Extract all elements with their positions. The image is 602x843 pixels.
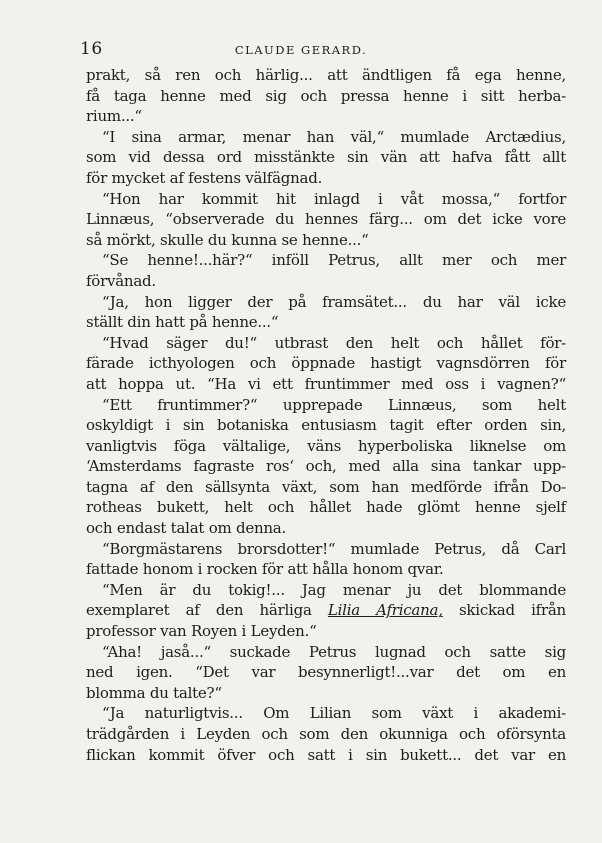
text-line: vanligtvis föga vältalige, väns hyperboliska liknelse om — [86, 436, 566, 455]
text-line: “Borgmästarens brorsdotter!“ mumlade Petrus, då Carl — [102, 539, 566, 558]
text-line: så mörkt, skulle du kunna se henne...“ — [86, 230, 369, 249]
text-line: rotheas bukett, helt och hållet hade glömt henne sjelf — [86, 498, 566, 517]
text-line: tagna af den sällsynta växt, som han medförde ifrån Do- — [86, 477, 566, 496]
text-line: förvånad. — [86, 271, 156, 290]
text-line: fattade honom i rocken för att hålla honom qvar. — [86, 560, 444, 579]
body-text — [86, 65, 566, 765]
text-line: få taga henne med sig och pressa henne i sitt herba- — [86, 86, 566, 105]
running-title: CLAUDE GERARD. — [234, 43, 368, 57]
text-line: ställt din hatt på henne...“ — [86, 313, 279, 332]
text-line: prakt, så ren och härlig... att ändtligen få ega henne, — [86, 66, 566, 84]
text-line-with-emphasis — [86, 600, 566, 621]
text-line: “Hon har kommit hit inlagd i våt mossa,“ fortfor — [102, 189, 566, 208]
page-number: 16 — [80, 39, 103, 59]
text-line: som vid dessa ord misstänkte sin vän att hafva fått allt — [86, 148, 566, 167]
text-line: “Ja, hon ligger der på framsätet... du har väl icke — [102, 292, 566, 311]
text-line: “I sina armar, menar han väl,“ mumlade Arctædius, — [102, 127, 566, 146]
text-line: professor van Royen i Leyden.“ — [86, 622, 317, 641]
text-line: “Hvad säger du!“ utbrast den helt och hållet för- — [102, 333, 566, 352]
text-line: blomma du talte?“ — [86, 683, 222, 702]
text-line: färade icthyologen och öppnade hastigt vagnsdörren för — [86, 354, 566, 373]
text-segment: exemplaret af den härliga — [86, 601, 312, 620]
text-line: för mycket af festens välfägnad. — [86, 168, 323, 187]
text-line: Linnæus, “observerade du hennes färg... om det icke vore — [86, 210, 566, 229]
text-segment: skickad ifrån — [458, 601, 566, 620]
text-line: och endast talat om denna. — [86, 519, 286, 538]
text-line: “Ja naturligtvis... Om Lilian som växt i akademi- — [102, 704, 566, 723]
text-line: att hoppa ut. “Ha vi ett fruntimmer med oss i vagnen?“ — [86, 374, 566, 393]
emphasized-species-name: Lilia Africana, — [327, 601, 443, 620]
text-line: “Aha! jaså...“ suckade Petrus lugnad och satte sig — [102, 642, 566, 661]
text-line: ‘Amsterdams fagraste ros‘ och, med alla sina tankar upp- — [86, 457, 566, 476]
text-line: “Se henne!...här?“ inföll Petrus, allt mer och mer — [102, 251, 566, 270]
text-line: “Ett fruntimmer?“ upprepade Linnæus, som helt — [102, 395, 566, 414]
text-line: flickan kommit öfver och satt i sin bukett... det var en — [86, 745, 566, 764]
text-line: rium...“ — [86, 107, 142, 126]
text-line: “Men är du tokig!... Jag menar ju det blommande — [102, 580, 566, 599]
text-line: trädgården i Leyden och som den okunniga och oförsynta — [86, 725, 566, 743]
text-line: oskyldigt i sin botaniska entusiasm tagit efter orden sin, — [86, 416, 566, 435]
text-line: ned igen. “Det var besynnerligt!...var det om en — [86, 663, 566, 682]
running-head — [0, 39, 602, 61]
